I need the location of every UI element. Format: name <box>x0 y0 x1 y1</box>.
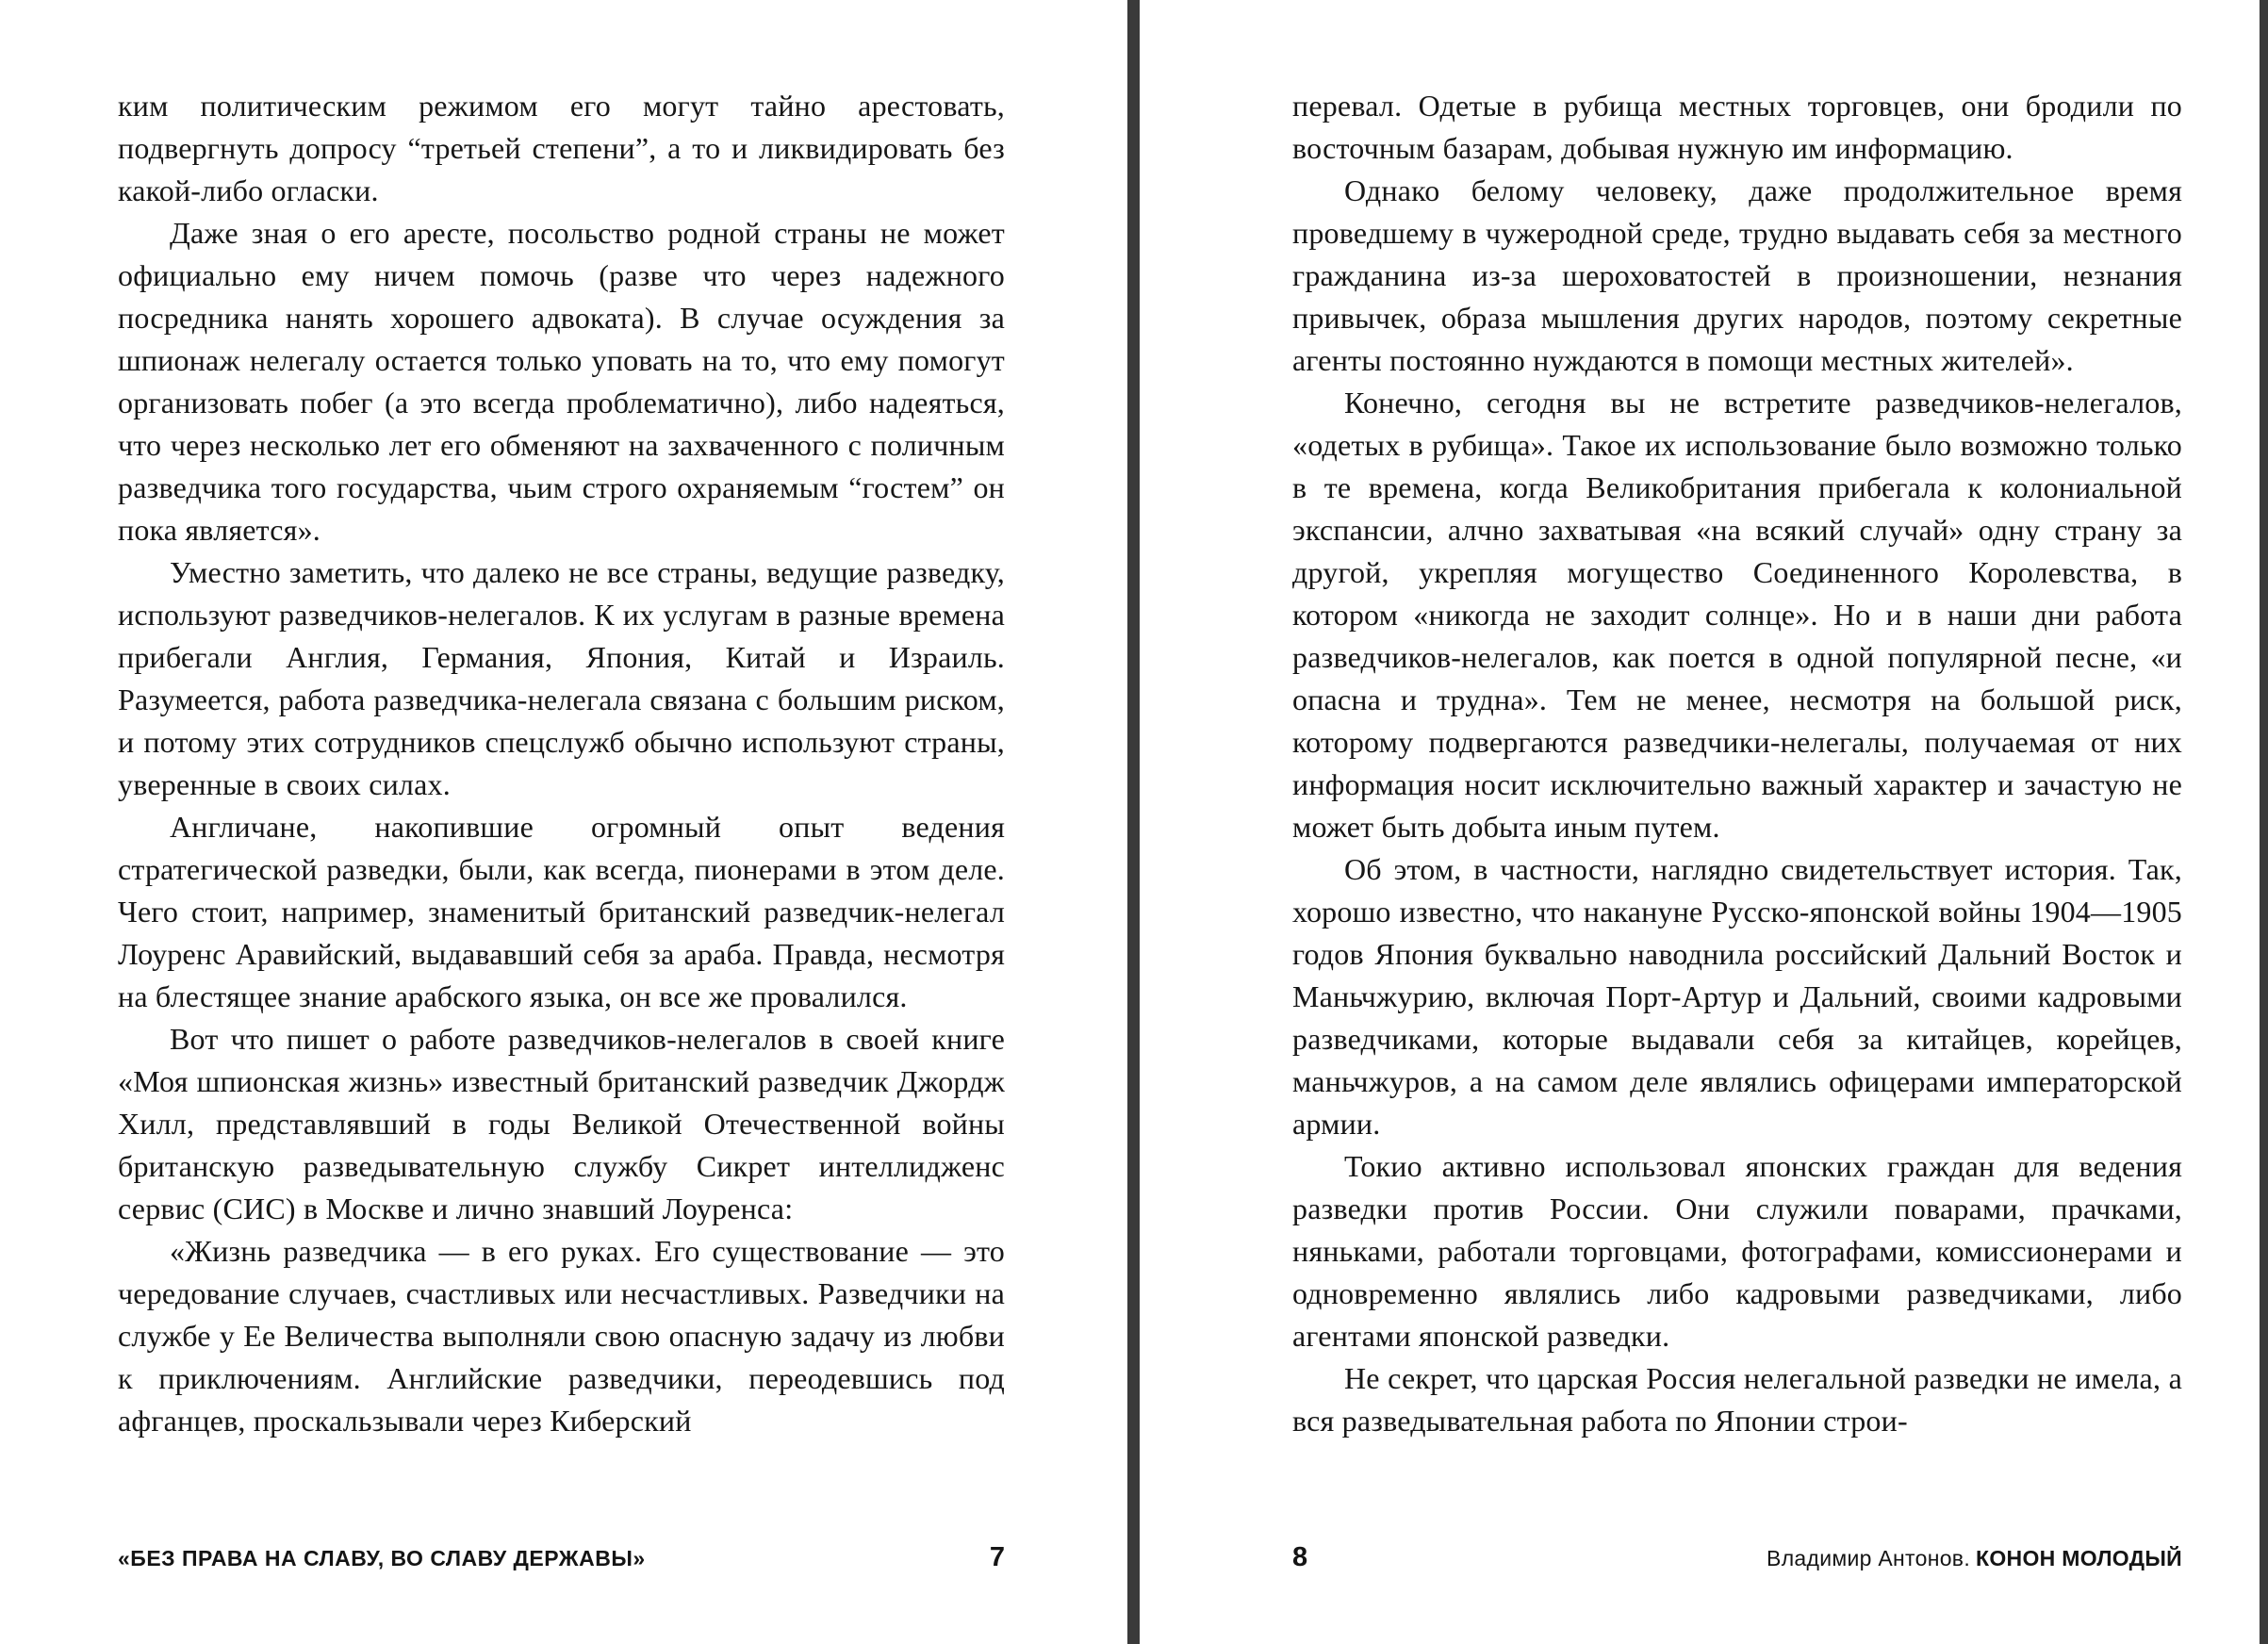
page-left-footer <box>118 1542 1005 1573</box>
paragraph: Англичане, накопившие огромный опыт ведения стратегической разведки, были, как всегда, пионерами в этом деле. Чего стоит, например, знаменитый британский разведчик-нелегал Лоуренс Аравийский, выдававший себя за араба. Правда, несмотря на блестящее знание арабского языка, он все же провалился. <box>118 810 1005 1013</box>
page-left <box>118 0 1005 1644</box>
page-edge-bar <box>2260 0 2268 1644</box>
paragraph: Не секрет, что царская Россия нелегальной разведки не имела, а вся разведывательная работа по Японии строи- <box>1292 1361 2182 1438</box>
paragraph: «Жизнь разведчика — в его руках. Его существование — это чередование случаев, счастливых или несчастливых. Разведчики на службе у Ее Величества выполняли свою опасную задачу из любви к приключениям. Английские разведчики, переодевшись под афганцев, проскальзывали через Киберский <box>118 1234 1005 1438</box>
page-right-footer <box>1292 1542 2182 1573</box>
paragraph: ким политическим режимом его могут тайно арестовать, подвергнуть допросу “третьей степени”, а то и ликвидировать без какой-либо огласки. <box>118 89 1005 207</box>
paragraph: Однако белому человеку, даже продолжительное время проведшему в чужеродной среде, трудно выдавать себя за местного гражданина из-за шероховатостей в произношении, незнания привычек, образа мышления других народов, поэтому секретные агенты постоянно нуждаются в помощи местных жителей». <box>1292 173 2182 377</box>
page-right-body <box>1292 85 2182 1442</box>
spine-divider <box>1127 0 1140 1644</box>
page-number-left: 7 <box>989 1542 1005 1572</box>
running-title: «БЕЗ ПРАВА НА СЛАВУ, ВО СЛАВУ ДЕРЖАВЫ» <box>118 1546 646 1570</box>
paragraph: Об этом, в частности, наглядно свидетельствует история. Так, хорошо известно, что накануне Русско-японской войны 1904—1905 годов Япония буквально наводнила российский Дальний Восток и Маньчжурию, включая Порт-Артур и Дальний, своими кадровыми разведчиками, которые выдавали себя за китайцев, корейцев, маньчжуров, а на самом деле являлись офицерами императорской армии. <box>1292 852 2182 1141</box>
paragraph: Вот что пишет о работе разведчиков-нелегалов в своей книге «Моя шпионская жизнь» известный британский разведчик Джордж Хилл, представлявший в годы Великой Отечественной войны британскую разведывательную службу Сикрет интеллидженс сервис (СИС) в Москве и лично знавший Лоуренса: <box>118 1022 1005 1225</box>
book-title: КОНОН МОЛОДЫЙ <box>1976 1546 2182 1570</box>
page-left-body <box>118 85 1005 1442</box>
author-name: Владимир Антонов. <box>1767 1546 1971 1570</box>
paragraph: Конечно, сегодня вы не встретите разведчиков-нелегалов, «одетых в рубища». Такое их использование было возможно только в те времена, когда Великобритания прибегала к колониальной экспансии, алчно захватывая «на всякий случай» одну страну за другой, укрепляя могущество Соединенного Королевства, в котором «никогда не заходит солнце». Но и в наши дни работа разведчиков-нелегалов, как поется в одной популярной песне, «и опасна и трудна». Тем не менее, несмотря на большой риск, которому подвергаются разведчики-нелегалы, получаемая от них информация носит исключительно важный характер и зачастую не может быть добыта иным путем. <box>1292 386 2182 844</box>
paragraph: Даже зная о его аресте, посольство родной страны не может официально ему ничем помочь (разве что через надежного посредника нанять хорошего адвоката). В случае осуждения за шпионаж нелегалу остается только уповать на то, что ему помогут организовать побег (а это всегда проблематично), либо надеяться, что через несколько лет его обменяют на захваченного с поличным разведчика того государства, чьим строго охраняемым “гостем” он пока является». <box>118 216 1005 547</box>
paragraph: перевал. Одетые в рубища местных торговцев, они бродили по восточным базарам, добывая нужную им информацию. <box>1292 89 2182 165</box>
page-number-right: 8 <box>1292 1542 1308 1572</box>
running-author <box>1767 1546 2182 1571</box>
paragraph: Токио активно использовал японских граждан для ведения разведки против России. Они служили поварами, прачками, няньками, работали торговцами, фотографами, комиссионерами и одновременно являлись либо кадровыми разведчиками, либо агентами японской разведки. <box>1292 1149 2182 1353</box>
paragraph: Уместно заметить, что далеко не все страны, ведущие разведку, используют разведчиков-нелегалов. К их услугам в разные времена прибегали Англия, Германия, Япония, Китай и Израиль. Разумеется, работа разведчика-нелегала связана с большим риском, и потому этих сотрудников спецслужб обычно используют страны, уверенные в своих силах. <box>118 555 1005 801</box>
page-right <box>1292 0 2182 1644</box>
